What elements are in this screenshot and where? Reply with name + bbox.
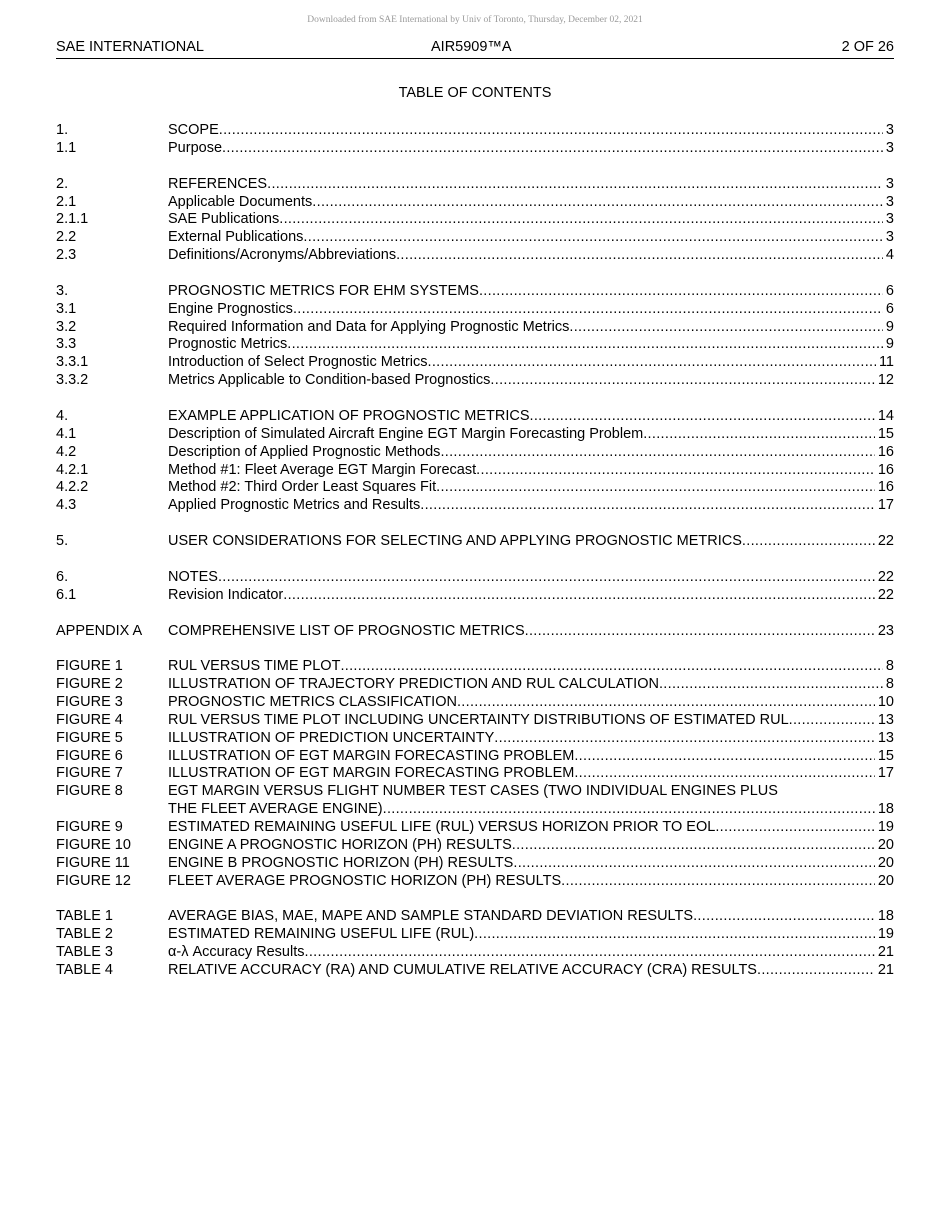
toc-entry-body bbox=[168, 533, 894, 551]
toc-entry-page: 9 bbox=[885, 318, 894, 335]
dot-leader bbox=[474, 926, 875, 944]
toc-entry-body bbox=[168, 587, 894, 605]
toc-entry-page: 4 bbox=[885, 247, 894, 264]
toc-entry-body bbox=[168, 926, 894, 944]
toc-entry-title[interactable]: ILLUSTRATION OF EGT MARGIN FORECASTING PROBLEM bbox=[168, 765, 575, 782]
dot-leader bbox=[293, 301, 883, 319]
toc-entry-title[interactable]: Purpose bbox=[168, 139, 223, 156]
page-number: 2 OF 26 bbox=[841, 39, 894, 55]
dot-leader bbox=[396, 247, 883, 265]
dot-leader bbox=[428, 354, 876, 372]
section-gap bbox=[56, 890, 894, 908]
page-header bbox=[56, 39, 894, 59]
toc-entry-body bbox=[168, 855, 894, 873]
toc-entry-page: 6 bbox=[885, 300, 894, 317]
dot-leader bbox=[287, 336, 883, 354]
toc-entry-number: TABLE 3 bbox=[56, 944, 113, 961]
dot-leader bbox=[312, 194, 883, 212]
table-of-contents bbox=[56, 122, 894, 980]
toc-entry-body bbox=[168, 462, 894, 480]
toc-entry-number: 4.2.2 bbox=[56, 479, 89, 496]
toc-entry-body bbox=[168, 783, 894, 801]
toc-entry-title[interactable]: ILLUSTRATION OF PREDICTION UNCERTAINTY bbox=[168, 729, 495, 746]
toc-entry-page: 20 bbox=[877, 836, 894, 853]
toc-entry-page: 18 bbox=[877, 801, 894, 818]
toc-entry-page: 17 bbox=[877, 765, 894, 782]
toc-entry-number: 2.1 bbox=[56, 193, 77, 210]
toc-entry-title[interactable]: Engine Prognostics bbox=[168, 300, 293, 317]
dot-leader bbox=[530, 408, 875, 426]
toc-entry-body bbox=[168, 319, 894, 337]
toc-entry-title[interactable]: SCOPE bbox=[168, 122, 219, 138]
toc-entry[interactable] bbox=[56, 354, 894, 372]
toc-entry-title[interactable]: RUL VERSUS TIME PLOT bbox=[168, 658, 341, 675]
toc-entry-number: FIGURE 6 bbox=[56, 747, 123, 764]
toc-entry-number: 2.3 bbox=[56, 247, 77, 264]
toc-entry-body bbox=[168, 944, 894, 962]
toc-entry-page: 8 bbox=[885, 658, 894, 675]
toc-entry-body bbox=[168, 247, 894, 265]
toc-entry-title[interactable]: ESTIMATED REMAINING USEFUL LIFE (RUL) bbox=[168, 926, 475, 943]
dot-leader bbox=[490, 372, 874, 390]
toc-entry-number: 4.2.1 bbox=[56, 461, 89, 478]
toc-entry-body bbox=[168, 962, 894, 980]
toc-entry-body bbox=[168, 408, 894, 426]
toc-entry-title[interactable]: THE FLEET AVERAGE ENGINE) bbox=[168, 801, 383, 818]
toc-entry-body bbox=[168, 908, 894, 926]
toc-entry-title[interactable]: NOTES bbox=[168, 568, 218, 585]
toc-entry-body bbox=[168, 354, 894, 372]
dot-leader bbox=[693, 908, 875, 926]
dot-leader bbox=[383, 801, 875, 819]
toc-entry-body bbox=[168, 873, 894, 891]
dot-leader bbox=[303, 229, 883, 247]
toc-entry[interactable] bbox=[56, 372, 894, 390]
section-gap bbox=[56, 605, 894, 623]
toc-entry[interactable] bbox=[56, 855, 894, 873]
section-gap bbox=[56, 390, 894, 408]
toc-entry-number: 3. bbox=[56, 282, 69, 299]
toc-title: TABLE OF CONTENTS bbox=[398, 85, 552, 101]
toc-entry-number: 2.2 bbox=[56, 229, 77, 246]
dot-leader bbox=[494, 730, 875, 748]
toc-entry-page: 16 bbox=[877, 479, 894, 496]
toc-entry[interactable] bbox=[56, 319, 894, 337]
dot-leader bbox=[525, 623, 875, 641]
toc-entry-title[interactable]: Introduction of Select Prognostic Metrics bbox=[168, 354, 428, 371]
section-gap bbox=[56, 515, 894, 533]
dot-leader bbox=[569, 319, 883, 337]
toc-entry-title[interactable]: ENGINE A PROGNOSTIC HORIZON (PH) RESULTS bbox=[168, 836, 512, 853]
toc-entry[interactable] bbox=[56, 783, 894, 801]
toc-entry-number: FIGURE 1 bbox=[56, 658, 123, 675]
toc-entry[interactable] bbox=[56, 926, 894, 944]
section-gap bbox=[56, 265, 894, 283]
toc-entry-title[interactable]: Description of Simulated Aircraft Engine EGT Margin Forecasting Problem bbox=[168, 425, 644, 442]
toc-entry-title[interactable]: Revision Indicator bbox=[168, 586, 284, 603]
toc-entry-title[interactable]: EGT MARGIN VERSUS FLIGHT NUMBER TEST CASES (TWO INDIVIDUAL ENGINES PLUS bbox=[168, 783, 778, 800]
toc-entry-title[interactable]: Required Information and Data for Applying Prognostic Metrics bbox=[168, 318, 570, 335]
toc-entry-body bbox=[168, 623, 894, 641]
toc-entry-page: 15 bbox=[877, 747, 894, 764]
toc-entry[interactable] bbox=[56, 623, 894, 641]
toc-entry-page: 15 bbox=[877, 425, 894, 442]
toc-entry-page: 3 bbox=[885, 175, 894, 192]
toc-entry[interactable] bbox=[56, 712, 894, 730]
toc-entry-title[interactable]: REFERENCES bbox=[168, 175, 268, 192]
toc-entry[interactable] bbox=[56, 533, 894, 551]
toc-entry-title[interactable]: Applicable Documents bbox=[168, 193, 313, 210]
dot-leader bbox=[305, 944, 875, 962]
dot-leader bbox=[715, 819, 875, 837]
toc-entry-page: 14 bbox=[877, 407, 894, 424]
toc-entry[interactable] bbox=[56, 140, 894, 158]
toc-entry-page: 20 bbox=[877, 854, 894, 871]
toc-entry[interactable] bbox=[56, 122, 894, 140]
toc-entry-body bbox=[168, 479, 894, 497]
toc-entry-title[interactable]: RELATIVE ACCURACY (RA) AND CUMULATIVE RELATIVE ACCURACY (CRA) RESULTS bbox=[168, 961, 757, 978]
dot-leader bbox=[659, 676, 883, 694]
toc-entry-title[interactable]: USER CONSIDERATIONS FOR SELECTING AND APPLYING PROGNOSTIC METRICS bbox=[168, 533, 742, 550]
toc-entry[interactable] bbox=[56, 247, 894, 265]
toc-entry-title[interactable]: EXAMPLE APPLICATION OF PROGNOSTIC METRICS bbox=[168, 407, 530, 424]
toc-entry-title[interactable]: Method #1: Fleet Average EGT Margin Forecast bbox=[168, 461, 477, 478]
toc-entry[interactable] bbox=[56, 569, 894, 587]
dot-leader bbox=[436, 479, 875, 497]
toc-entry[interactable] bbox=[56, 176, 894, 194]
toc-entry-title[interactable]: COMPREHENSIVE LIST OF PROGNOSTIC METRICS bbox=[168, 622, 525, 639]
publisher-name: SAE INTERNATIONAL bbox=[56, 39, 204, 55]
toc-entry-body bbox=[168, 837, 894, 855]
toc-entry-page: 21 bbox=[877, 944, 894, 961]
toc-entry[interactable] bbox=[56, 497, 894, 515]
dot-leader bbox=[457, 694, 875, 712]
toc-entry-body bbox=[168, 676, 894, 694]
dot-leader bbox=[420, 497, 875, 515]
toc-entry-number: 3.3.2 bbox=[56, 372, 89, 389]
toc-entry-title[interactable]: Description of Applied Prognostic Methods bbox=[168, 443, 441, 460]
toc-entry-title[interactable]: Applied Prognostic Metrics and Results bbox=[168, 497, 421, 514]
toc-entry[interactable] bbox=[56, 837, 894, 855]
toc-entry-page: 17 bbox=[877, 497, 894, 514]
toc-entry-title[interactable]: Prognostic Metrics bbox=[168, 336, 288, 353]
toc-entry-page: 6 bbox=[885, 282, 894, 299]
toc-entry-page: 22 bbox=[877, 568, 894, 585]
toc-entry-body bbox=[168, 748, 894, 766]
toc-entry-number: TABLE 4 bbox=[56, 961, 113, 978]
toc-entry-number: FIGURE 10 bbox=[56, 836, 131, 853]
toc-entry-body bbox=[168, 801, 894, 819]
toc-entry-body bbox=[168, 176, 894, 194]
toc-entry-page: 3 bbox=[885, 193, 894, 210]
toc-entry[interactable] bbox=[56, 676, 894, 694]
toc-entry-number: 3.2 bbox=[56, 318, 77, 335]
toc-entry-number: 1.1 bbox=[56, 139, 77, 156]
toc-entry-number: FIGURE 8 bbox=[56, 783, 123, 800]
toc-entry-number: 3.1 bbox=[56, 300, 77, 317]
toc-entry-page: 3 bbox=[885, 229, 894, 246]
dot-leader bbox=[757, 962, 875, 980]
dot-leader bbox=[643, 426, 875, 444]
toc-entry-page: 3 bbox=[885, 122, 894, 138]
toc-entry-number: 4. bbox=[56, 407, 69, 424]
toc-entry-body bbox=[168, 211, 894, 229]
toc-entry-body bbox=[168, 712, 894, 730]
toc-entry[interactable] bbox=[56, 658, 894, 676]
toc-entry-title[interactable]: ESTIMATED REMAINING USEFUL LIFE (RUL) VERSUS HORIZON PRIOR TO EOL bbox=[168, 819, 716, 835]
section-gap bbox=[56, 640, 894, 658]
toc-entry[interactable] bbox=[56, 819, 894, 837]
toc-entry-page: 13 bbox=[877, 729, 894, 746]
toc-entry[interactable] bbox=[56, 730, 894, 748]
dot-leader bbox=[479, 283, 883, 301]
toc-entry-page: 16 bbox=[877, 461, 894, 478]
dot-leader bbox=[513, 855, 875, 873]
dot-leader bbox=[219, 122, 883, 140]
dot-leader bbox=[561, 873, 875, 891]
toc-entry-body bbox=[168, 426, 894, 444]
toc-entry-number: 3.3 bbox=[56, 336, 77, 353]
toc-entry-body bbox=[168, 497, 894, 515]
toc-entry-page: 18 bbox=[877, 908, 894, 925]
toc-entry-page: 12 bbox=[877, 372, 894, 389]
toc-entry[interactable] bbox=[56, 194, 894, 212]
dot-leader bbox=[574, 765, 875, 783]
toc-entry[interactable] bbox=[56, 229, 894, 247]
toc-entry[interactable] bbox=[56, 408, 894, 426]
toc-entry-title[interactable]: RUL VERSUS TIME PLOT INCLUDING UNCERTAINTY DISTRIBUTIONS OF ESTIMATED RUL bbox=[168, 711, 789, 728]
toc-entry-page: 8 bbox=[885, 676, 894, 693]
toc-entry-body bbox=[168, 658, 894, 676]
toc-entry-number: FIGURE 4 bbox=[56, 711, 123, 728]
toc-entry-body bbox=[168, 819, 894, 837]
toc-entry-body bbox=[168, 229, 894, 247]
toc-entry-body bbox=[168, 122, 894, 140]
toc-entry-body bbox=[168, 444, 894, 462]
toc-entry-title[interactable]: AVERAGE BIAS, MAE, MAPE AND SAMPLE STANDARD DEVIATION RESULTS bbox=[168, 908, 694, 925]
toc-entry-number: APPENDIX A bbox=[56, 622, 143, 639]
dot-leader bbox=[283, 587, 875, 605]
toc-entry-body bbox=[168, 372, 894, 390]
toc-entry[interactable] bbox=[56, 301, 894, 319]
toc-entry-number: TABLE 1 bbox=[56, 908, 113, 925]
toc-entry-body bbox=[168, 765, 894, 783]
toc-entry-page: 22 bbox=[877, 533, 894, 550]
toc-entry-title[interactable]: PROGNOSTIC METRICS FOR EHM SYSTEMS bbox=[168, 282, 479, 299]
toc-entry-title[interactable]: External Publications bbox=[168, 229, 304, 246]
toc-entry-page: 23 bbox=[877, 622, 894, 639]
dot-leader bbox=[574, 748, 875, 766]
toc-entry[interactable] bbox=[56, 426, 894, 444]
dot-leader bbox=[476, 462, 875, 480]
dot-leader bbox=[742, 533, 875, 551]
toc-entry-number: 4.1 bbox=[56, 425, 77, 442]
toc-entry-page: 16 bbox=[877, 443, 894, 460]
toc-entry[interactable] bbox=[56, 873, 894, 891]
document-number: AIR5909™A bbox=[431, 39, 512, 55]
toc-entry-body bbox=[168, 730, 894, 748]
toc-entry-number: FIGURE 7 bbox=[56, 765, 123, 782]
toc-entry-page: 19 bbox=[877, 926, 894, 943]
toc-entry-page: 9 bbox=[885, 336, 894, 353]
dot-leader bbox=[789, 712, 875, 730]
dot-leader bbox=[279, 211, 883, 229]
toc-entry-title[interactable]: Method #2: Third Order Least Squares Fit bbox=[168, 479, 437, 496]
download-notice: Downloaded from SAE International by Univ of Toronto, Thursday, December 02, 2021 bbox=[307, 15, 643, 25]
toc-entry-number: FIGURE 12 bbox=[56, 872, 131, 889]
toc-entry-title[interactable]: ILLUSTRATION OF TRAJECTORY PREDICTION AND RUL CALCULATION bbox=[168, 676, 659, 693]
toc-entry-number: FIGURE 3 bbox=[56, 694, 123, 711]
toc-entry-body bbox=[168, 569, 894, 587]
toc-entry-number: FIGURE 11 bbox=[56, 854, 130, 871]
toc-entry-number: 3.3.1 bbox=[56, 354, 89, 371]
toc-entry-number: FIGURE 9 bbox=[56, 819, 123, 835]
dot-leader bbox=[222, 140, 883, 158]
toc-entry[interactable] bbox=[56, 962, 894, 980]
toc-entry-number: 4.3 bbox=[56, 497, 77, 514]
toc-entry-page: 11 bbox=[878, 354, 894, 371]
toc-entry[interactable] bbox=[56, 944, 894, 962]
toc-entry-number: 6.1 bbox=[56, 586, 77, 603]
toc-entry-body bbox=[168, 694, 894, 712]
dot-leader bbox=[340, 658, 882, 676]
toc-entry-number: FIGURE 5 bbox=[56, 729, 123, 746]
toc-entry[interactable] bbox=[56, 462, 894, 480]
toc-entry-title[interactable]: ENGINE B PROGNOSTIC HORIZON (PH) RESULTS bbox=[168, 854, 514, 871]
toc-entry-body bbox=[168, 194, 894, 212]
toc-entry-number: 5. bbox=[56, 533, 69, 550]
toc-entry-title[interactable]: FLEET AVERAGE PROGNOSTIC HORIZON (PH) RESULTS bbox=[168, 872, 562, 889]
toc-entry-page: 3 bbox=[885, 139, 894, 156]
dot-leader bbox=[440, 444, 874, 462]
toc-entry[interactable] bbox=[56, 801, 894, 819]
toc-entry-number: TABLE 2 bbox=[56, 926, 113, 943]
toc-entry-body bbox=[168, 283, 894, 301]
toc-entry-body bbox=[168, 301, 894, 319]
toc-entry-title[interactable]: ILLUSTRATION OF EGT MARGIN FORECASTING PROBLEM bbox=[168, 747, 575, 764]
toc-entry-page: 21 bbox=[877, 961, 894, 978]
toc-entry-page: 19 bbox=[877, 819, 894, 835]
toc-entry-number: FIGURE 2 bbox=[56, 676, 123, 693]
toc-entry[interactable] bbox=[56, 211, 894, 229]
toc-entry[interactable] bbox=[56, 444, 894, 462]
toc-entry-title[interactable]: PROGNOSTIC METRICS CLASSIFICATION bbox=[168, 694, 457, 711]
toc-entry-number: 2.1.1 bbox=[56, 211, 89, 228]
dot-leader bbox=[218, 569, 875, 587]
dot-leader bbox=[512, 837, 875, 855]
toc-entry[interactable] bbox=[56, 908, 894, 926]
toc-entry-number: 1. bbox=[56, 122, 69, 138]
toc-entry-page: 22 bbox=[877, 586, 894, 603]
toc-entry-page: 13 bbox=[877, 711, 894, 728]
section-gap bbox=[56, 158, 894, 176]
dot-leader bbox=[267, 176, 883, 194]
toc-entry-page: 3 bbox=[885, 211, 894, 228]
toc-entry-title[interactable]: SAE Publications bbox=[168, 211, 280, 228]
toc-entry[interactable] bbox=[56, 694, 894, 712]
toc-entry-title[interactable]: α-λ Accuracy Results bbox=[168, 944, 305, 961]
toc-entry[interactable] bbox=[56, 336, 894, 354]
toc-entry-number: 6. bbox=[56, 568, 69, 585]
toc-entry[interactable] bbox=[56, 479, 894, 497]
toc-entry-number: 4.2 bbox=[56, 443, 77, 460]
toc-entry-body bbox=[168, 336, 894, 354]
toc-entry[interactable] bbox=[56, 283, 894, 301]
toc-entry-number: 2. bbox=[56, 175, 69, 192]
toc-entry-title[interactable]: Metrics Applicable to Condition-based Prognostics bbox=[168, 372, 491, 389]
toc-entry[interactable] bbox=[56, 765, 894, 783]
toc-entry-page: 10 bbox=[877, 694, 894, 711]
toc-entry-body bbox=[168, 140, 894, 158]
toc-entry-page: 20 bbox=[877, 872, 894, 889]
toc-entry[interactable] bbox=[56, 748, 894, 766]
toc-entry-title[interactable]: Definitions/Acronyms/Abbreviations bbox=[168, 247, 397, 264]
section-gap bbox=[56, 551, 894, 569]
toc-entry[interactable] bbox=[56, 587, 894, 605]
